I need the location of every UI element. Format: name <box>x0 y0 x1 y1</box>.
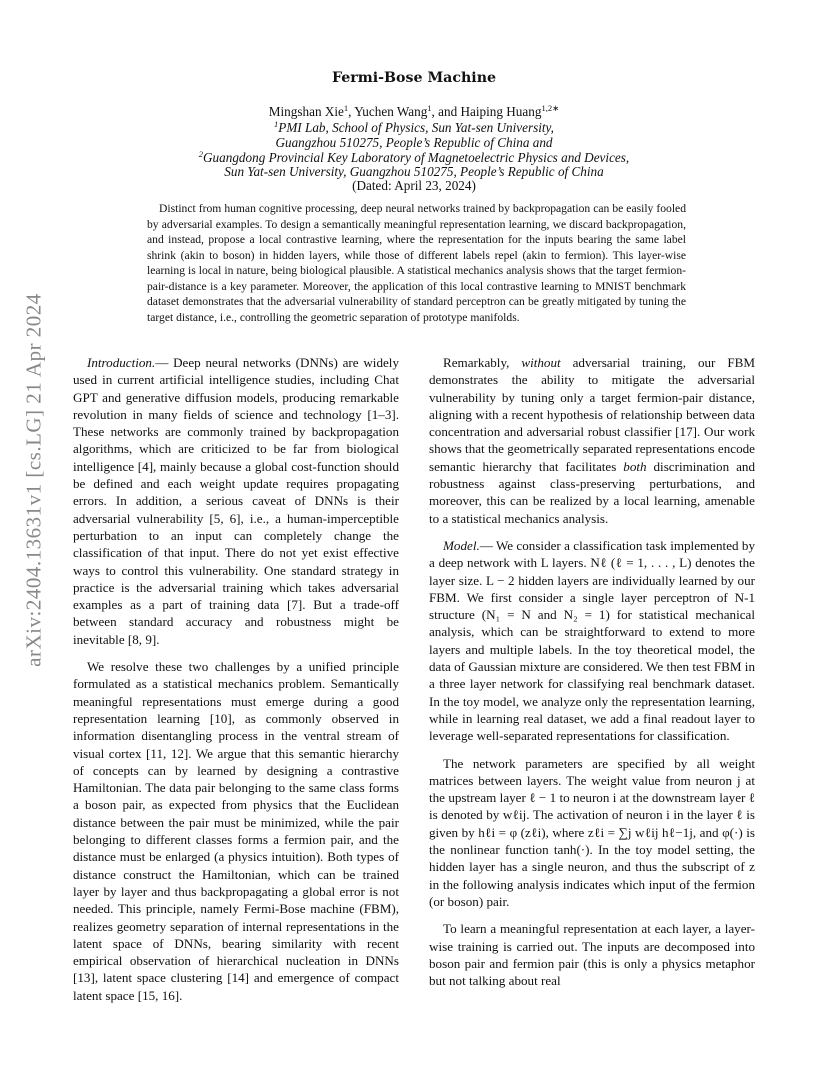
author-separator: , <box>348 104 355 119</box>
emphasis-text: without <box>521 355 561 370</box>
right-column <box>429 354 755 989</box>
paragraph-text: We resolve these two challenges by a unified principle formulated as a statistical mechanics problem. Semantically meaningful representations must emerge during a good representation learning [10], as commonly observed in information disentangling process in the ventral stream of visual cortex [11, 12]. We argue that this semantic hierarchy of concepts can by learned by designing a contrastive Hamiltonian. The data pair belonging to the same class forms a boson pair, as expected from physics that the Euclidean distance between the pair must be minimized, while the pair belonging to different classes forms a fermion pair, and the distance must be enlarged (a physics intuition). Both types of distance construct the Hamiltonian, which can be trained layer by layer and thus backpropagating a global error is not needed. This principle, namely Fermi-Bose machine (FBM), realizes geometry separation of internal representations in the latent space of DNNs, bearing similarity with recent empirical observation of hierarchical nucleation in DNNs [13], latent space clustering [14] and emergence of compact latent space [15, 16]. <box>73 659 399 1003</box>
paper-title: Fermi-Bose Machine <box>331 70 497 86</box>
section-runin-introduction: Introduction. <box>87 355 156 370</box>
affiliation-text: Guangdong Provincial Key Laboratory of Magnetoelectric Physics and Devices, <box>203 150 630 165</box>
paragraph-text: — Deep neural networks (DNNs) are widely used in current artificial intelligence studies, including Chat GPT and generative diffusion models, producing remarkable revolution in many fields of science and technology [1–3]. These networks are commonly trained by backpropagation algorithms, which are criticized to be far from biological intelligence [4], mainly because a global cost-function should be defined and each weight update requires propagating errors. In addition, a serious caveat of DNNs is their adversarial vulnerability [5, 6], i.e., a human-imperceptible perturbation to an input can completely change the classification of that input. There do not yet exist effective ways to control this vulnerability. One standard strategy in practice is the adversarial training which takes adversarial examples as a part of training data [7]. But a trade-off between standard accuracy and robustness might be inevitable [8, 9]. <box>73 355 399 647</box>
affil-mark: 1 <box>274 119 279 129</box>
paragraph-text: The network parameters are specified by all weight matrices between layers. The weight value from neuron j at the upstream layer ℓ − 1 to neuron i at the downstream layer ℓ is denoted by wℓij. The activation of neuron i in the layer ℓ is given by hℓi = φ (zℓi), where zℓi = ∑j wℓij hℓ−1j, and φ(·) is the nonlinear function tanh(·). In the toy model setting, the hidden layer has a single neuron, and thus the subscript of z in the following analysis indicates which input of the fermion (or boson) pair. <box>429 755 755 909</box>
paragraph-text: discrimination and robustness against class-preserving perturbations, and moreover, this can be realized by a local learning, amenable to a statistical mechanics analysis. <box>429 458 755 526</box>
author-name: Mingshan Xie <box>268 104 344 119</box>
affiliation-line <box>0 120 828 136</box>
abstract: Distinct from human cognitive processing, deep neural networks trained by backpropagation can be easily fooled by adversarial examples. To design a semantically meaningful representation learning, we discard backpropagation, and instead, propose a local contrastive learning, where the representation for the inputs bearing the same label shrink (akin to boson) in hidden layers, while those of different labels repel (akin to fermion). This layer-wise learning is local in nature, being biological plausible. A statistical mechanics analysis shows that the target fermion-pair-distance is a key parameter. Moreover, the application of this local contrastive learning to MNIST benchmark dataset demonstrates that the adversarial vulnerability of standard perceptron can be greatly mitigated by tuning the target distance, i.e., controlling the geometric separation of prototype manifolds. <box>147 202 686 324</box>
body-paragraph <box>429 755 755 911</box>
paragraph-text: To learn a meaningful representation at each layer, a layer-wise training is carried out. The inputs are decomposed into boson pair and fermion pair (this is only a physics metaphor but not talking about real <box>429 921 755 989</box>
body-paragraph <box>429 920 755 989</box>
author-name: Yuchen Wang <box>354 104 428 119</box>
affiliation-line <box>0 135 828 151</box>
paragraph-text: — We consider a classification task implemented by a deep network with L layers. Nℓ (ℓ = 1, . . . , L) denotes the layer size. L − 2 hidden layers are individually learned by our FBM. We first consider a single layer perceptron of N-1 structure (N₁ = N and N₂ = 1) for statistical mechanical analysis, which can be straightforward to extend to more layers and multiple labels. In the toy theoretical model, the data of Gaussian mixture are considered. We then test FBM in a three layer network for classifying real benchmark dataset. In the toy model, we analyze only the representation learning, while in learning real dataset, we add a final readout layer to leverage well-separated representations for classification. <box>429 537 755 744</box>
author-affil-mark: 1,2∗ <box>541 103 560 113</box>
affiliation-text: Guangzhou 510275, People’s Republic of China and <box>275 135 553 150</box>
affiliation-text: Sun Yat-sen University, Guangzhou 510275, People’s Republic of China <box>224 164 604 179</box>
left-column <box>73 354 399 1004</box>
paragraph-text: Remarkably, <box>443 355 522 370</box>
author-list <box>0 104 828 120</box>
author-name: Haiping Huang <box>460 104 542 119</box>
model-paragraph <box>429 537 755 745</box>
body-paragraph <box>429 354 755 527</box>
author-separator: , and <box>431 104 461 119</box>
author-affil-mark: 1 <box>427 103 432 113</box>
arxiv-identifier[interactable]: arXiv:2404.13631v1 [cs.LG] 21 Apr 2024 <box>21 293 46 667</box>
emphasis-text: both <box>623 458 647 474</box>
arxiv-sidebar <box>14 280 54 680</box>
intro-paragraph <box>73 354 399 648</box>
affil-mark: 2 <box>198 149 204 159</box>
author-affil-mark: 1 <box>343 103 349 113</box>
paragraph-text: adversarial training, our FBM demonstrates the ability to mitigate the adversarial vulnerability by tuning only a target fermion-pair distance, aligning with a recent hypothesis of relationship between data concentration and adversarial robust classifier [17]. Our work shows that the geometrically separated representations encode semantic hierarchy that facilitates <box>429 355 755 474</box>
affiliation-text: PMI Lab, School of Physics, Sun Yat-sen University, <box>278 120 554 135</box>
section-runin-model: Model. <box>443 537 480 553</box>
date-line: (Dated: April 23, 2024) <box>352 178 476 193</box>
body-paragraph <box>73 658 399 1004</box>
